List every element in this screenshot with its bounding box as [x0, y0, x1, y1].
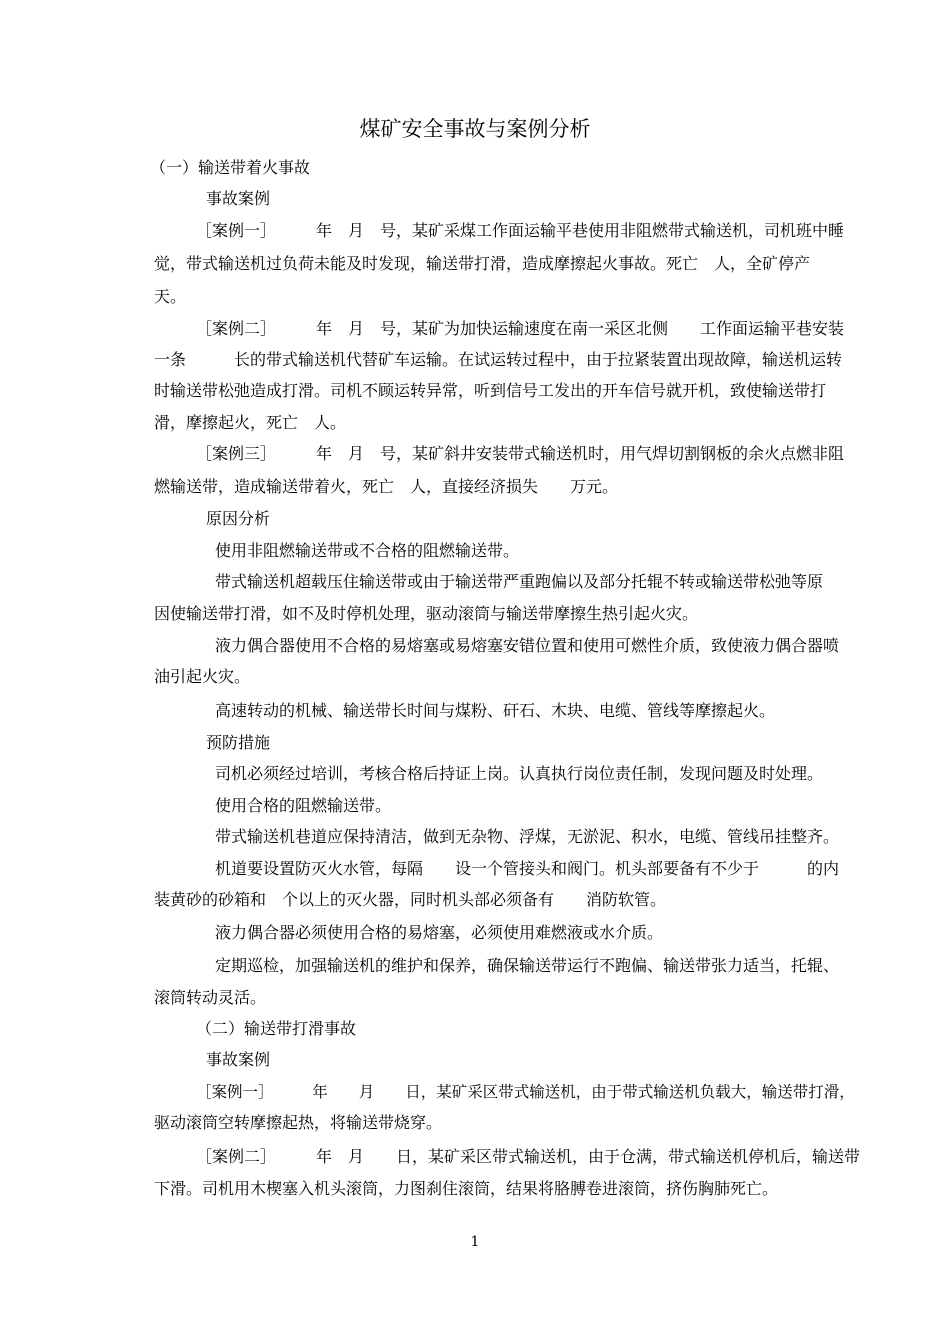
cause-item-1: 使用非阻燃输送带或不合格的阻燃输送带。 [215, 541, 520, 560]
cause-item-3-line-2: 油引起火灾。 [154, 667, 251, 686]
page-number: 1 [470, 1234, 480, 1250]
section-heading-conveyor-fire: （一）输送带着火事故 [150, 158, 311, 177]
case-2-line-4: 滑，摩擦起火，死亡 人。 [154, 413, 347, 432]
subheading-accident-cases-2: 事故案例 [206, 1050, 271, 1069]
cause-item-2-line-2: 因使输送带打滑，如不及时停机处理，驱动滚筒与输送带摩擦生热引起火灾。 [154, 604, 699, 623]
case-2-line-3: 时输送带松弛造成打滑。司机不顾运转异常，听到信号工发出的开车信号就开机，致使输送带打 [154, 381, 827, 400]
case-3-line-1: ［案例三］ 年 月 号，某矿斜井安装带式输送机时，用气焊切割钢板的余火点燃非阻 [196, 444, 845, 463]
document-title: 煤矿安全事故与案例分析 [359, 117, 591, 141]
prevention-item-6-line-1: 定期巡检，加强输送机的维护和保养，确保输送带运行不跑偏、输送带张力适当，托辊、 [215, 956, 840, 975]
cause-item-4: 高速转动的机械、输送带长时间与煤粉、矸石、木块、电缆、管线等摩擦起火。 [215, 701, 776, 720]
case-1-line-1: ［案例一］ 年 月 号，某矿采煤工作面运输平巷使用非阻燃带式输送机，司机班中睡 [196, 221, 845, 240]
prevention-item-4-line-2: 装黄砂的砂箱和 个以上的灭火器，同时机头部必须备有 消防软管。 [154, 890, 667, 909]
case-2-line-2: 一条 长的带式输送机代替矿车运输。在试运转过程中，由于拉紧装置出现故障，输送机运转 [154, 350, 843, 369]
slip-case-1-line-1: ［案例一］ 年 月 日，某矿采区带式输送机，由于带式输送机负载大，输送带打滑， [196, 1083, 855, 1101]
prevention-item-5: 液力偶合器必须使用合格的易熔塞，必须使用难燃液或水介质。 [215, 923, 664, 942]
prevention-item-3: 带式输送机巷道应保持清洁，做到无杂物、浮煤，无淤泥、积水，电缆、管线吊挂整齐。 [215, 827, 840, 846]
slip-case-2-line-1: ［案例二］ 年 月 日，某矿采区带式输送机，由于仓满，带式输送机停机后，输送带 [196, 1147, 861, 1166]
cause-item-2-line-1: 带式输送机超载压住输送带或由于输送带严重跑偏以及部分托辊不转或输送带松弛等原 [215, 572, 824, 591]
section-heading-conveyor-slip: （二）输送带打滑事故 [196, 1019, 357, 1038]
prevention-item-1: 司机必须经过培训，考核合格后持证上岗。认真执行岗位责任制，发现问题及时处理。 [215, 764, 824, 783]
prevention-item-2: 使用合格的阻燃输送带。 [215, 796, 392, 815]
case-1-line-2: 觉，带式输送机过负荷未能及时发现，输送带打滑，造成摩擦起火事故。死亡 人，全矿停产 [154, 254, 811, 273]
slip-case-2-line-2: 下滑。司机用木楔塞入机头滚筒，力图刹住滚筒，结果将胳膊卷进滚筒，挤伤胸肺死亡。 [154, 1179, 779, 1198]
case-2-line-1: ［案例二］ 年 月 号，某矿为加快运输速度在南一采区北侧 工作面运输平巷安装 [196, 319, 845, 338]
prevention-item-6-line-2: 滚筒转动灵活。 [154, 988, 267, 1007]
cause-item-3-line-1: 液力偶合器使用不合格的易熔塞或易熔塞安错位置和使用可燃性介质，致使液力偶合器喷 [215, 636, 840, 655]
subheading-prevention-measures: 预防措施 [206, 733, 271, 752]
case-3-line-2: 燃输送带，造成输送带着火，死亡 人，直接经济损失 万元。 [154, 477, 619, 496]
slip-case-1-line-2: 驱动滚筒空转摩擦起热，将输送带烧穿。 [154, 1113, 443, 1132]
subheading-cause-analysis: 原因分析 [206, 509, 271, 528]
subheading-accident-cases: 事故案例 [206, 189, 271, 208]
case-1-line-3: 天。 [154, 287, 187, 306]
prevention-item-4-line-1: 机道要设置防灭火水管，每隔 设一个管接头和阀门。机头部要备有不少于 的内 [215, 859, 840, 878]
